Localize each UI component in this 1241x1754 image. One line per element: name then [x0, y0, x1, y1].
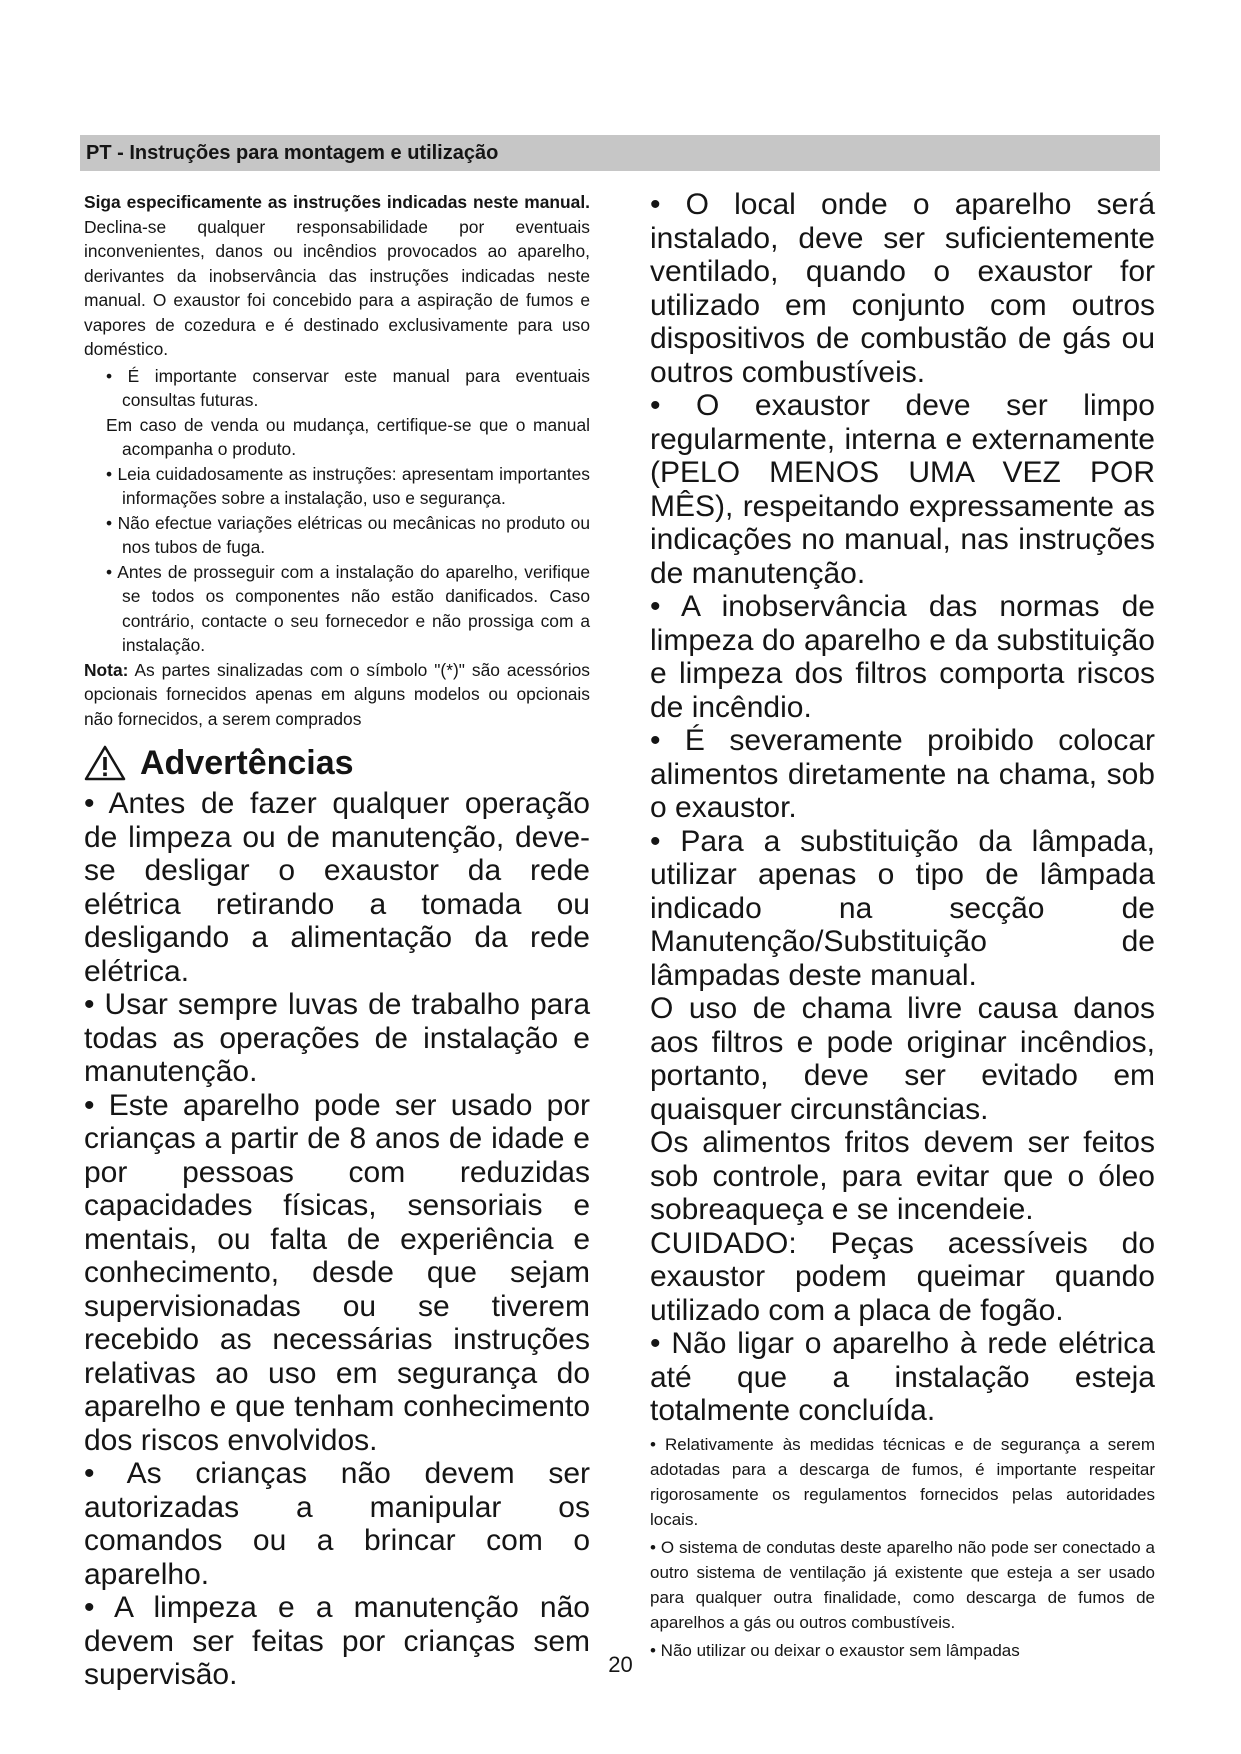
- intro-bold: Siga especificamente as instruções indicadas neste manual.: [84, 192, 590, 212]
- note-paragraph: [84, 658, 590, 732]
- warnings-heading: [84, 743, 590, 783]
- bullet-check-components: • Antes de prosseguir com a instalação do aparelho, verifique se todos os componentes não estão danificados. Caso contrário, contacte o seu fornecedor e não prossiga com a instalação.: [106, 561, 590, 655]
- warning-cleaning: • A limpeza e a manutenção não devem ser feitas por crianças sem supervisão.: [84, 1591, 590, 1691]
- right-open-flame: O uso de chama livre causa danos aos filtros e pode originar incêndios, portanto, deve ser evitado em quaisquer circunstâncias.: [650, 992, 1155, 1126]
- right-caution: CUIDADO: Peças acessíveis do exaustor podem queimar quando utilizado com a placa de fogão.: [650, 1226, 1155, 1327]
- bullet-read-instructions: • Leia cuidadosamente as instruções: apresentam importantes informações sobre a instalação, uso e segurança.: [106, 463, 590, 508]
- right-ventilation: • O local onde o aparelho será instalado, deve ser suficientemente ventilado, quando o exaustor for utilizado em conjunto com outros dispositivos de combustão de gás ou outros combustíveis.: [650, 188, 1155, 389]
- right-fried-food: Os alimentos fritos devem ser feitos sob controle, para evitar que o óleo sobreaqueça e se incendeie.: [650, 1126, 1155, 1226]
- warning-children-use: • Este aparelho pode ser usado por crianças a partir de 8 anos de idade e por pessoas com reduzidas capacidades físicas, sensoriais e mentais, ou falta de experiência e conhecimento, desde que sejam supervisionadas ou se tiverem recebido as necessárias instruções relativas ao uso em segurança do aparelho e que tenham conhecimento dos riscos envolvidos.: [84, 1088, 590, 1457]
- right-connect-after-install: • Não ligar o aparelho à rede elétrica até que a instalação esteja totalmente concluída.: [650, 1327, 1155, 1427]
- right-lamp-replacement: • Para a substituição da lâmpada, utilizar apenas o tipo de lâmpada indicado na secção de Manutenção/Substituição de lâmpadas deste manual.: [650, 824, 1155, 992]
- intro-paragraph: [84, 190, 590, 362]
- intro-text: Declina-se qualquer responsabilidade por eventuais inconvenientes, danos ou incêndios provocados ao aparelho, derivantes da inobservância das instruções indicadas neste manual. O exaustor foi concebido para a aspiração de fumos e vapores de cozedura e é destinado exclusivamente para uso doméstico.: [84, 216, 590, 359]
- bullet-no-modifications: • Não efectue variações elétricas ou mecânicas no produto ou nos tubos de fuga.: [106, 512, 590, 557]
- right-fire-risk: • A inobservância das normas de limpeza do aparelho e da substituição e limpeza dos filtros comporta riscos de incêndio.: [650, 590, 1155, 724]
- right-ducting: • O sistema de condutas deste aparelho não pode ser conectado a outro sistema de ventilação já existente que esteja a ser usado para qualquer outra finalidade, como descarga de fumos de aparelhos a gás ou outros combustíveis.: [650, 1537, 1155, 1632]
- warning-disconnect: • Antes de fazer qualquer operação de limpeza ou de manutenção, deve-se desligar o exaustor da rede elétrica retirando a tomada ou desligando a alimentação da rede elétrica.: [84, 787, 590, 988]
- warning-icon: [84, 745, 126, 781]
- left-column: [84, 190, 590, 1692]
- right-no-flame: • É severamente proibido colocar alimentos diretamente na chama, sob o exaustor.: [650, 724, 1155, 824]
- warning-children-play: • As crianças não devem ser autorizadas a manipular os comandos ou a brincar com o aparelho.: [84, 1457, 590, 1591]
- right-column: [650, 188, 1155, 1663]
- page-number: 20: [608, 1652, 633, 1677]
- warnings-title: Advertências: [140, 744, 354, 782]
- right-regulations: • Relativamente às medidas técnicas e de segurança a serem adotadas para a descarga de fumos, é importante respeitar rigorosamente os regulamentos fornecidos pelas autoridades locais.: [650, 1434, 1155, 1529]
- right-lamps: • Não utilizar ou deixar o exaustor sem lâmpadas: [650, 1640, 1020, 1660]
- bullet-sale: Em caso de venda ou mudança, certifique-se que o manual acompanha o produto.: [106, 414, 590, 459]
- bullet-keep-manual: • É importante conservar este manual para eventuais consultas futuras.: [106, 365, 590, 410]
- section-header: PT - Instruções para montagem e utilização: [80, 135, 1160, 171]
- right-cleaning: • O exaustor deve ser limpo regularmente, interna e externamente (PELO MENOS UMA VEZ POR MÊS), respeitando expressamente as indicações no manual, nas instruções de manutenção.: [650, 389, 1155, 590]
- warning-gloves: • Usar sempre luvas de trabalho para todas as operações de instalação e manutenção.: [84, 988, 590, 1088]
- note-text: As partes sinalizadas com o símbolo "(*)" são acessórios opcionais fornecidos apenas em alguns modelos ou opcionais não fornecidos, a serem comprados: [84, 659, 590, 729]
- note-label: Nota:: [84, 659, 129, 680]
